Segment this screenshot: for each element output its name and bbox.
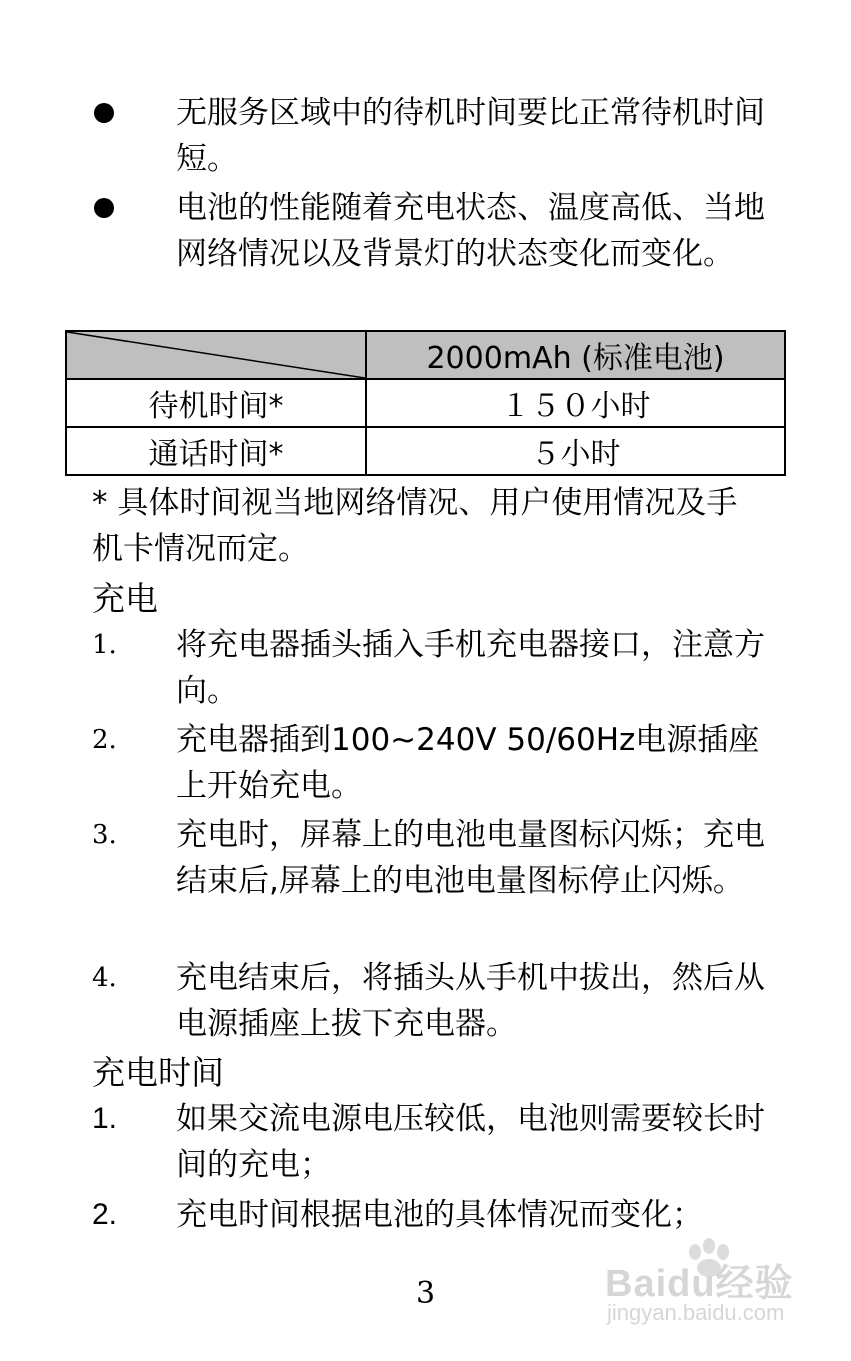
list-number: 1. <box>92 1102 118 1135</box>
list-text: 充电结束后，将插头从手机中拔出，然后从电源插座上拔下充电器。 <box>176 960 765 1042</box>
list-item <box>92 622 772 714</box>
section-title-charging-time: 充电时间 <box>92 1053 224 1092</box>
table-row <box>66 427 785 475</box>
table-header-row <box>66 331 785 379</box>
list-text: 充电时，屏幕上的电池电量图标闪烁；充电结束后,屏幕上的电池电量图标停止闪烁。 <box>176 817 765 899</box>
table-row <box>66 379 785 427</box>
list-text: 如果交流电源电压较低，电池则需要较长时间的充电； <box>176 1101 765 1183</box>
list-text: 充电器插到100~240V 50/60Hz电源插座上开始充电。 <box>176 722 760 804</box>
table-row-value: １５０小时 <box>366 379 785 427</box>
list-text: 充电时间根据电池的具体情况而变化； <box>176 1197 703 1233</box>
bullet-text: 电池的性能随着充电状态、温度高低、当地网络情况以及背景灯的状态变化而变化。 <box>176 190 765 272</box>
bullet-dot-icon <box>94 198 114 218</box>
list-text: 将充电器插头插入手机充电器接口，注意方向。 <box>176 627 765 709</box>
list-item <box>92 1192 772 1238</box>
list-item <box>92 1096 772 1188</box>
bullet-text: 无服务区域中的待机时间要比正常待机时间短。 <box>176 95 765 177</box>
bullet-item-1 <box>92 90 772 182</box>
diagonal-line-icon <box>67 332 365 378</box>
bullet-item-2 <box>92 185 772 277</box>
list-number: 2. <box>92 725 117 755</box>
table-row-value: ５小时 <box>366 427 785 475</box>
list-number: 4. <box>92 963 117 993</box>
section-title-charging: 充电 <box>92 579 158 618</box>
table-corner-cell <box>66 331 366 379</box>
list-number: 1. <box>92 630 117 660</box>
page-number: 3 <box>415 1276 436 1311</box>
list-item <box>92 955 772 1047</box>
list-item <box>92 812 772 904</box>
watermark-url: jingyan.baidu.com <box>607 1300 785 1325</box>
table-header-capacity: 2000mAh (标准电池) <box>366 331 785 379</box>
bullet-dot-icon <box>94 103 114 123</box>
baidu-watermark <box>605 1238 805 1338</box>
list-item <box>92 717 772 809</box>
battery-spec-table <box>65 330 786 476</box>
list-number: 2. <box>92 1198 118 1231</box>
watermark-logo: Baidu经验 <box>605 1263 794 1305</box>
table-footnote: * 具体时间视当地网络情况、用户使用情况及手机卡情况而定。 <box>92 485 738 567</box>
table-row-label: 待机时间* <box>66 379 366 427</box>
list-number: 3. <box>92 820 117 850</box>
table-row-label: 通话时间* <box>66 427 366 475</box>
